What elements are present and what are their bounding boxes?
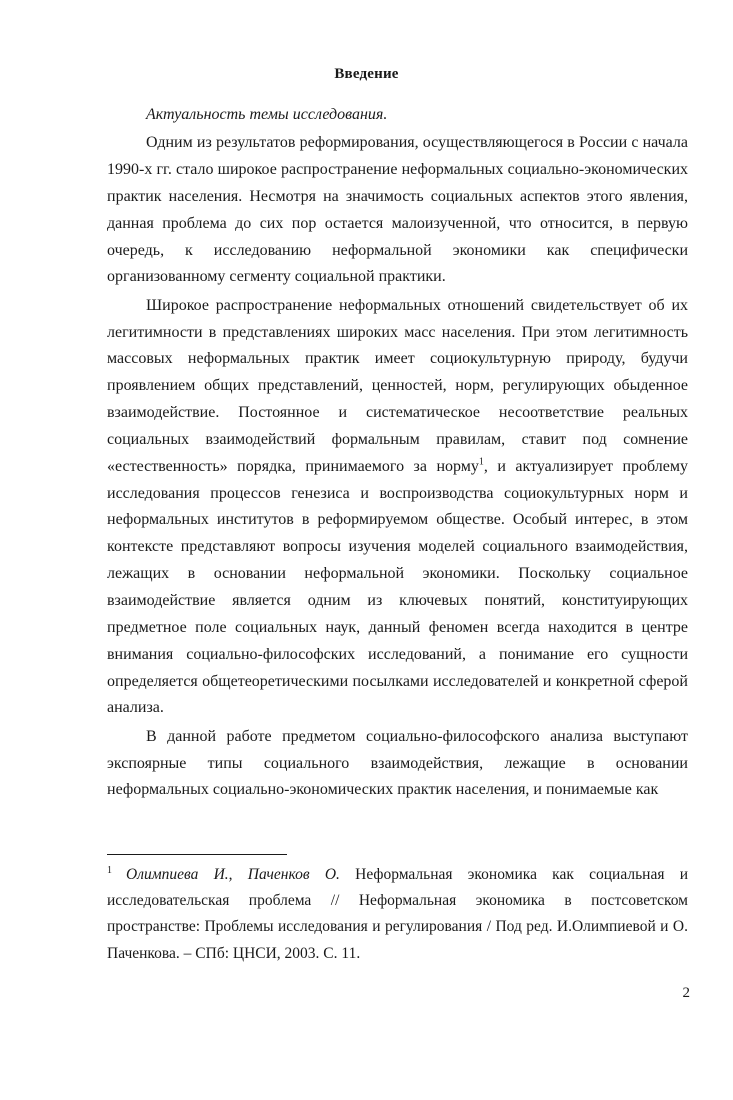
footnote-mark: 1 [107, 864, 112, 876]
footnote [107, 862, 688, 967]
footnote-citation: Неформальная экономика как социальная и исследовательская проблема // Неформальная экономика в постсоветском пространстве: Проблемы исследования и регулирования / Под ред. И.Олимпиевой и О. Паченкова. – СПб: ЦНСИ, 2003. С. 11. [107, 866, 688, 962]
paragraph-3: В данной работе предметом социально-философского анализа выступают экспоярные типы социального взаимодействия, лежащие в основании неформальных социально-экономических практик населения, и понимаемые как [107, 727, 688, 799]
footnote-1 [107, 862, 688, 967]
page-number: 2 [682, 985, 690, 1001]
paragraph-2-text-start: Широкое распространение неформальных отношений свидетельствует об их легитимности в представлениях широких масс населения. При этом легитимность массовых неформальных практик имеет социокультурную природу, будучи проявлением общих представлений, ценностей, норм, регулирующих обыденное взаимодействие. Постоянное и систематическое несоответствие реальных социальных взаимодействий формальным правилам, ставит под сомнение «естественность» порядка, принимаемого за норму [107, 296, 688, 475]
footnote-reference: 1 [478, 456, 484, 468]
paragraph-2 [107, 293, 688, 723]
topic-relevance-label: Актуальность темы исследования. [146, 106, 388, 123]
section-heading: Введение [334, 66, 399, 82]
footnote-separator [107, 854, 287, 855]
paragraph-1: Одним из результатов реформирования, осуществляющегося в России с начала 1990-х гг. стало широкое распространение неформальных социально-экономических практик населения. Несмотря на значимость социальных аспектов этого явления, данная проблема до сих пор остается малоизученной, что относится, в первую очередь, к исследованию неформальной экономики как специфически организованному сегменту социальной практики. [107, 134, 688, 286]
paragraph-2-text-end: , и актуализирует проблему исследования процессов генезиса и воспроизводства социокультурных норм и неформальных институтов в реформируемом обществе. Особый интерес, в этом контексте представляют вопросы изучения моделей социального взаимодействия, лежащих в основании неформальной экономики. Поскольку социальное взаимодействие является одним из ключевых понятий, конституирующих предметное поле социальных наук, данный феномен всегда находится в центре внимания социально-философских исследований, а понимание его сущности определяется общетеоретическими посылками исследователей и конкретной сферой анализа. [107, 457, 689, 717]
footnote-authors: Олимпиева И., Паченков О. [126, 866, 340, 883]
main-text [107, 102, 688, 804]
